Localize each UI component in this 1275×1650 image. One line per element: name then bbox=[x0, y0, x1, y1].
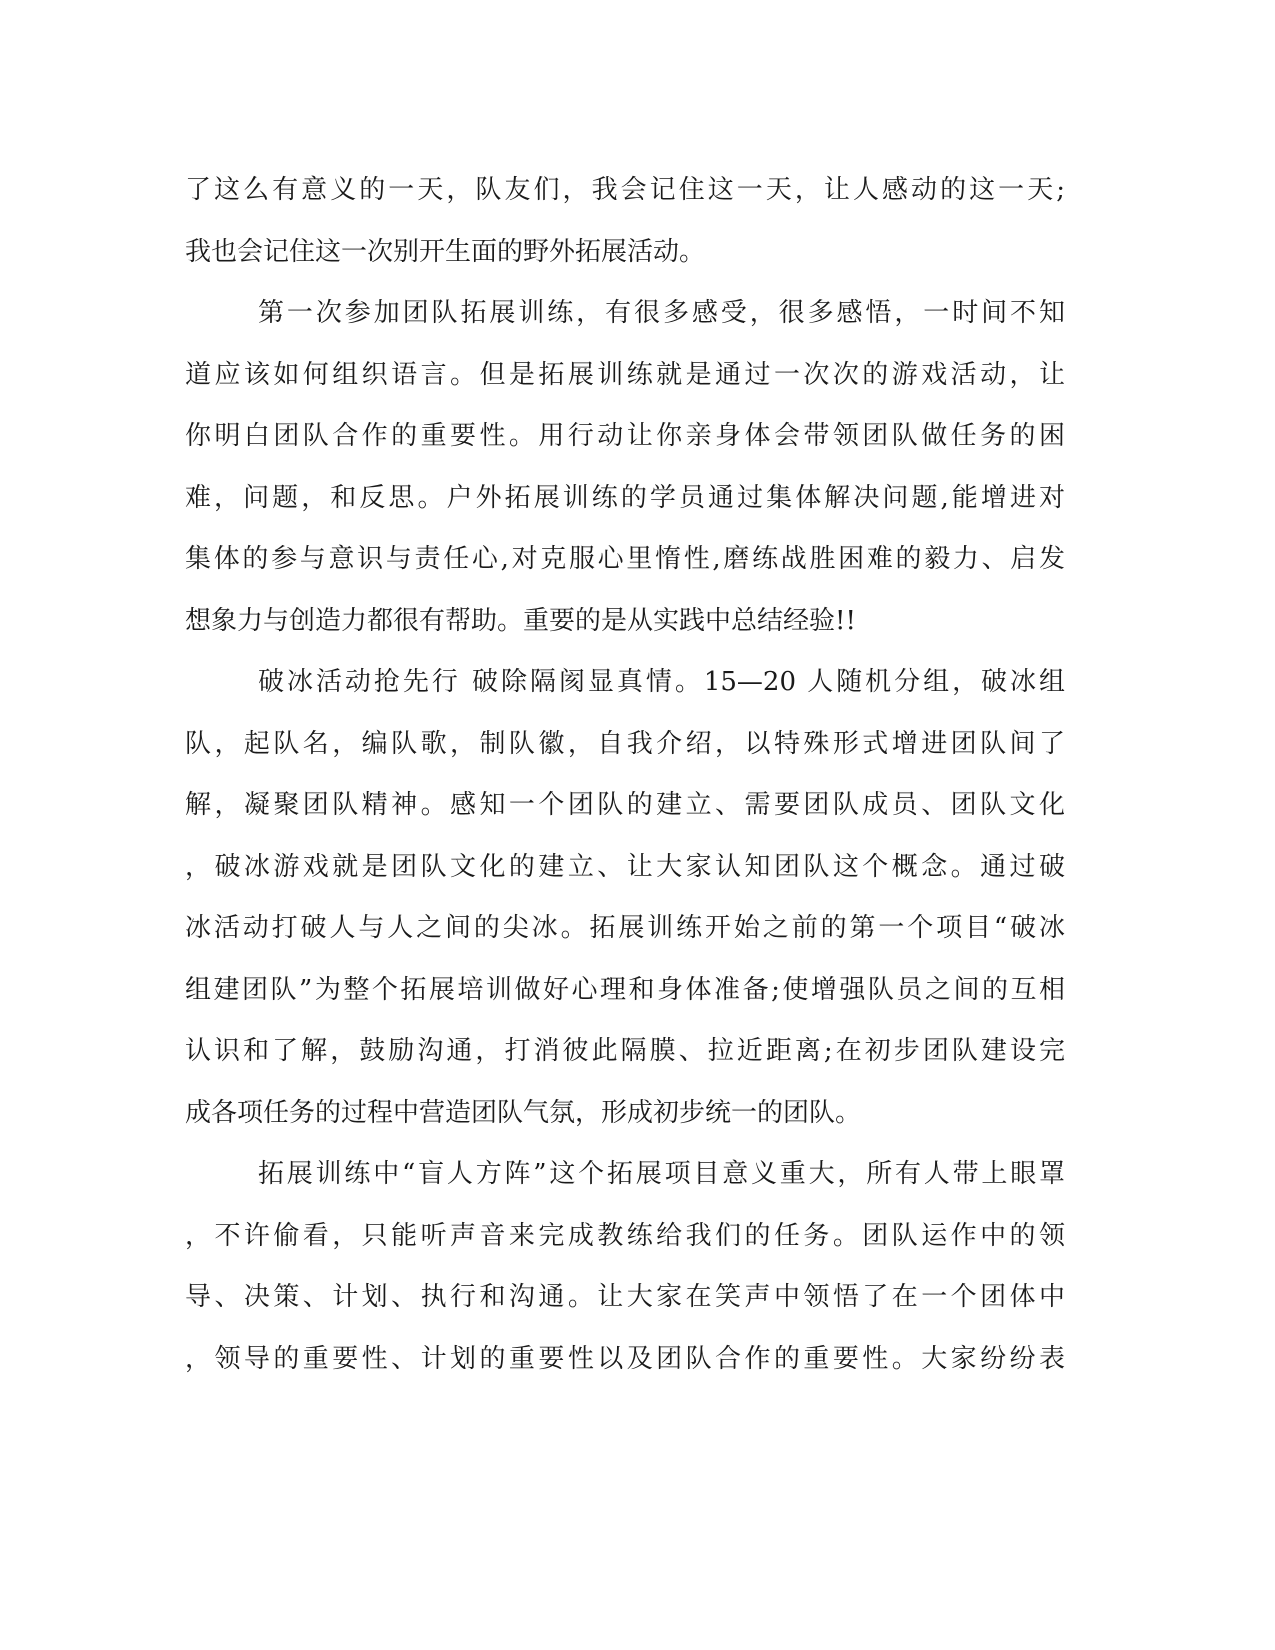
text-line: 集体的参与意识与责任心,对克服心里惰性,磨练战胜困难的毅力、启发 bbox=[185, 544, 1065, 574]
text-line: 我也会记住这一次别开生面的野外拓展活动。 bbox=[185, 236, 706, 267]
text-line: 队，起队名，编队歌，制队徽，自我介绍，以特殊形式增进团队间了 bbox=[185, 728, 1065, 759]
body-text bbox=[185, 160, 1065, 1390]
text-line: 冰活动打破人与人之间的尖冰。拓展训练开始之前的第一个项目“破冰 bbox=[185, 913, 1065, 943]
text-line: ，领导的重要性、计划的重要性以及团队合作的重要性。大家纷纷表 bbox=[185, 1343, 1065, 1374]
text-line: 你明白团队合作的重要性。用行动让你亲身体会带领团队做任务的困 bbox=[185, 421, 1065, 451]
text-line: 想象力与创造力都很有帮助。重要的是从实践中总结经验!! bbox=[185, 605, 856, 636]
paragraph-start-line: 第一次参加团队拓展训练，有很多感受，很多感悟，一时间不知 bbox=[258, 298, 1065, 328]
text-line: ，破冰游戏就是团队文化的建立、让大家认知团队这个概念。通过破 bbox=[185, 851, 1065, 882]
text-line: 成各项任务的过程中营造团队气氛，形成初步统一的团队。 bbox=[185, 1097, 862, 1128]
text-line: 道应该如何组织语言。但是拓展训练就是通过一次次的游戏活动，让 bbox=[185, 359, 1065, 390]
text-line: 导、决策、计划、执行和沟通。让大家在笑声中领悟了在一个团体中 bbox=[185, 1282, 1065, 1312]
paragraph-start-line: 破冰活动抢先行 破除隔阂显真情。15—20 人随机分组，破冰组 bbox=[258, 667, 1065, 697]
text-line: 组建团队”为整个拓展培训做好心理和身体准备;使增强队员之间的互相 bbox=[185, 974, 1065, 1005]
paragraph-start-line: 拓展训练中“盲人方阵”这个拓展项目意义重大，所有人带上眼罩 bbox=[258, 1159, 1065, 1189]
text-line: 解，凝聚团队精神。感知一个团队的建立、需要团队成员、团队文化 bbox=[185, 790, 1065, 820]
text-line: ，不许偷看，只能听声音来完成教练给我们的任务。团队运作中的领 bbox=[185, 1220, 1065, 1251]
text-line: 了这么有意义的一天，队友们，我会记住这一天，让人感动的这一天; bbox=[185, 175, 1065, 205]
text-line: 认识和了解，鼓励沟通，打消彼此隔膜、拉近距离;在初步团队建设完 bbox=[185, 1036, 1065, 1066]
text-line: 难，问题，和反思。户外拓展训练的学员通过集体解决问题,能增进对 bbox=[185, 482, 1065, 513]
